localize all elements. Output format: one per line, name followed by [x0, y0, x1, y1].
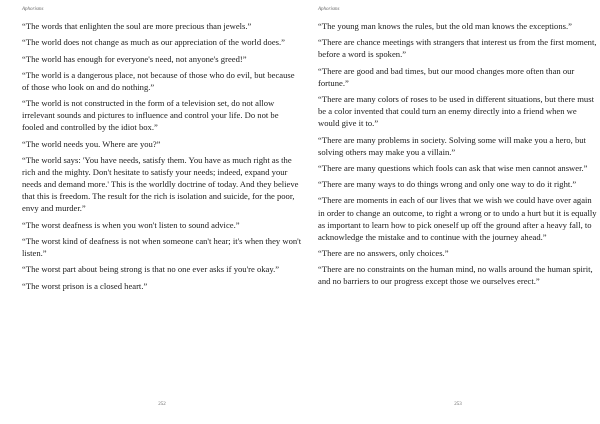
quote: “The worst part about being strong is that no one ever asks if you're okay.”	[22, 264, 280, 275]
quote: “The worst kind of deafness is not when someone can't hear; it's when they won't listen.”	[22, 235, 302, 258]
quote: “The young man knows the rules, but the old man knows the exceptions.”	[318, 21, 572, 31]
right-page	[318, 0, 598, 424]
left-page	[22, 0, 302, 424]
page-number: 252	[158, 402, 166, 407]
quote-list	[318, 20, 598, 292]
quote: “The world has enough for everyone's need, not anyone's greed!”	[22, 53, 247, 64]
quote: “There are no constraints on the human mind, no walls around the human spirit, and no barriers to our progress except those we ourselves erect.”	[318, 264, 593, 287]
quote: “The words that enlighten the soul are more precious than jewels.”	[22, 21, 252, 31]
quote: “There are many problems in society. Solving some will make you a hero, but solving others may make you a villain.”	[318, 134, 586, 157]
running-header: Aphorisms	[318, 7, 340, 12]
page-number: 253	[454, 402, 462, 407]
quote: “The world is a dangerous place, not because of those who do evil, but because of those who look on and do nothing.”	[22, 69, 295, 92]
running-header: Aphorisms	[22, 7, 44, 12]
quote: “The worst prison is a closed heart.”	[22, 280, 148, 291]
quote: “There are chance meetings with strangers that interest us from the first moment, before a word is spoken.”	[318, 37, 597, 60]
quote: “There are many ways to do things wrong and only one way to do it right.”	[318, 179, 577, 190]
quote: “There are good and bad times, but our mood changes more often than our fortune.”	[318, 65, 575, 88]
quote: “There are no answers, only choices.”	[318, 248, 449, 258]
quote-list	[22, 20, 302, 296]
quote: “The world does not change as much as our appreciation of the world does.”	[22, 37, 285, 48]
quote: “There are many questions which fools can ask that wise men cannot answer.”	[318, 162, 588, 173]
quote: “There are moments in each of our lives that we wish we could have over again in order to change an outcome, to right a wrong or to undo a hurt but it is equally as important to learn how to pick oneself up off the ground after a heavy fall, to acknowledge the mistake and to continue with the journey ahead.”	[318, 195, 597, 242]
quote: “The world is not constructed in the form of a television set, do not allow irrelevant sounds and pictures to influence and control your life. Do not be fooled and controlled by the idiot box.”	[22, 98, 279, 133]
quote: “The world says: 'You have needs, satisfy them. You have as much right as the rich and the mighty. Don't hesitate to satisfy your needs; indeed, expand your needs and demand more.' This is the worldly doctrine of today. And they believe that this is freedom. The result for the rich is isolation and suicide, for the poor, envy and murder.”	[22, 154, 299, 214]
quote: “The worst deafness is when you won't listen to sound advice.”	[22, 219, 240, 230]
quote: “The world needs you. Where are you?”	[22, 138, 161, 149]
quote: “There are many colors of roses to be used in different situations, but there must be a color invented that could turn an enemy directly into a friend when we would give it to.”	[318, 94, 594, 129]
